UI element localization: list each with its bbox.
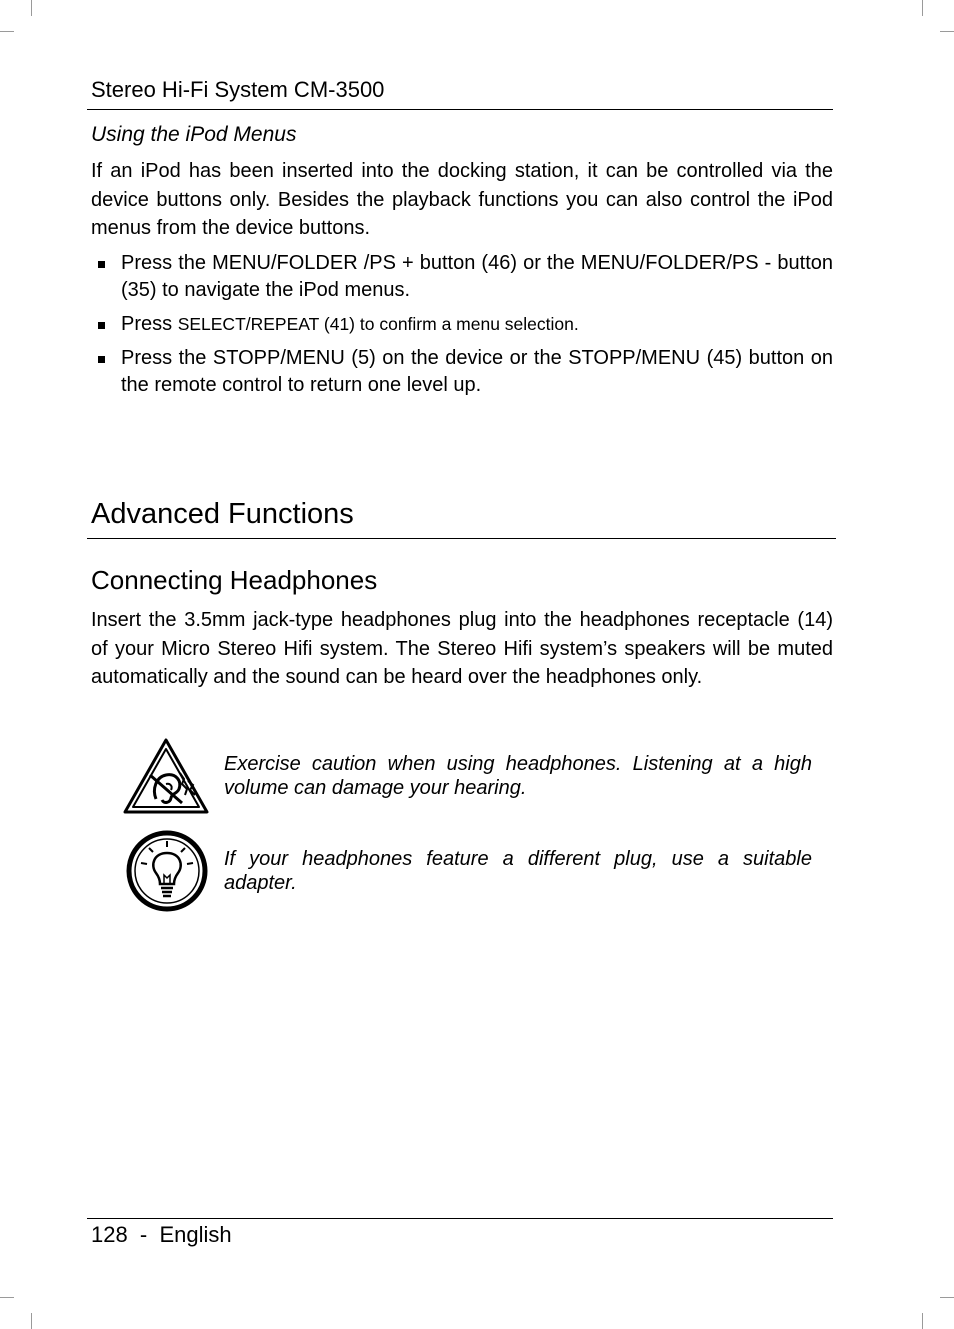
ipod-section-heading: Using the iPod Menus — [91, 123, 297, 146]
ipod-intro-paragraph: If an iPod has been inserted into the docking station, it can be controlled via the device buttons only. Besides the playback functions you can also control the iPod menus from the device buttons. — [91, 160, 833, 239]
bullet-item — [91, 311, 833, 338]
header-rule — [87, 109, 833, 110]
running-header: Stereo Hi-Fi System CM-3500 — [91, 77, 385, 102]
crop-mark — [0, 31, 14, 32]
crop-mark — [31, 0, 32, 16]
bullet-lead: Press — [121, 313, 178, 335]
adapter-tip-text: If your headphones feature a different plug, use a suitable adapter. — [224, 848, 812, 894]
bullet-square-icon — [98, 261, 105, 268]
bullet-item — [91, 250, 833, 304]
section-heading: Connecting Headphones — [91, 565, 378, 595]
hearing-warning-text: Exercise caution when using headphones. Listening at a high volume can damage your hearing. — [224, 753, 812, 799]
footer-rule — [87, 1218, 833, 1219]
page-number-footer: 128 - English — [91, 1222, 232, 1247]
crop-mark — [0, 1297, 14, 1298]
bullet-text: Press the STOPP/MENU (5) on the device or the STOPP/MENU (45) button on the remote control to return one level up. — [121, 347, 833, 396]
hearing-warning-icon — [122, 737, 210, 815]
crop-mark — [940, 1297, 954, 1298]
lightbulb-tip-icon — [125, 829, 209, 913]
crop-mark — [922, 0, 923, 16]
crop-mark — [940, 31, 954, 32]
crop-mark — [922, 1313, 923, 1329]
headphones-paragraph: Insert the 3.5mm jack-type headphones plug into the headphones receptacle (14) of your Micro Stereo Hifi system. The Stereo Hifi system’s speakers will be muted automatically and the sound can be heard over the headphones only. — [91, 609, 833, 688]
bullet-square-icon — [98, 322, 105, 329]
bullet-text: SELECT/REPEAT (41) to confirm a menu selection. — [177, 314, 579, 334]
ipod-bullet-list — [91, 250, 833, 399]
bullet-square-icon — [98, 356, 105, 363]
bullet-item — [91, 345, 833, 399]
chapter-heading: Advanced Functions — [91, 498, 354, 530]
crop-mark — [31, 1313, 32, 1329]
bullet-text: Press the MENU/FOLDER /PS + button (46) or the MENU/FOLDER/PS - button (35) to navigate the iPod menus. — [121, 252, 833, 301]
chapter-rule — [87, 538, 836, 539]
